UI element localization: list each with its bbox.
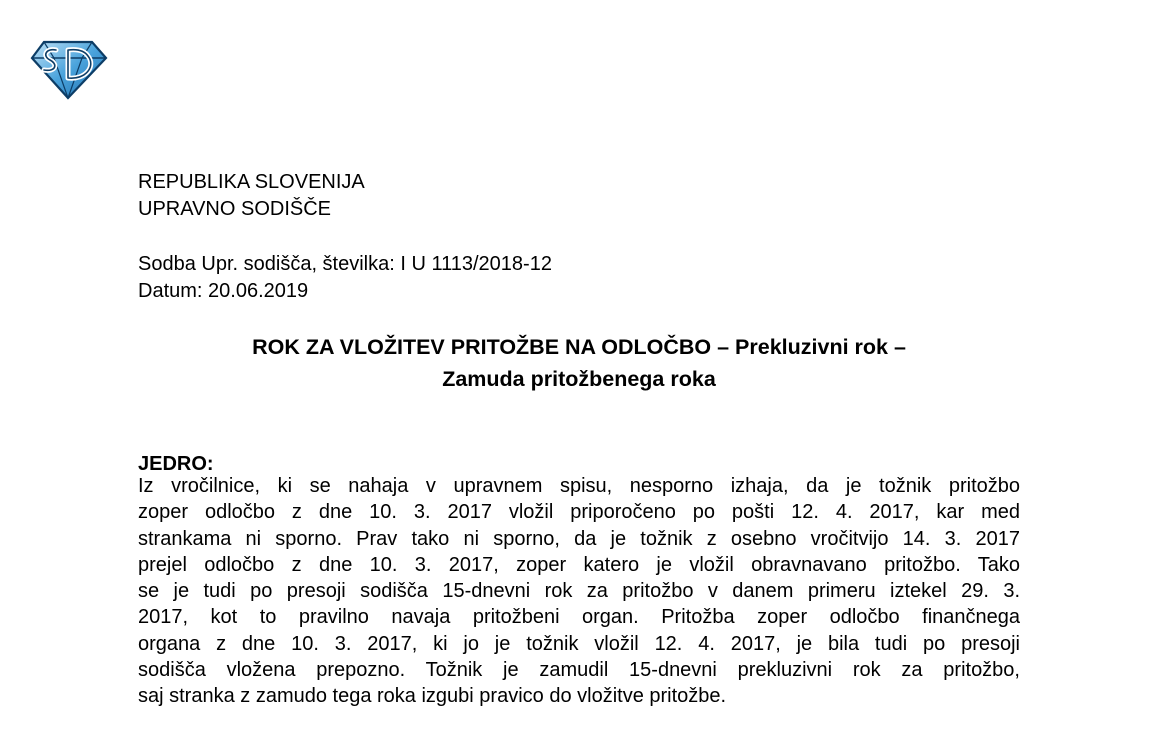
sd-diamond-logo xyxy=(30,38,108,100)
decision-date: Datum: 20.06.2019 xyxy=(138,280,309,302)
court-name: UPRAVNO SODIŠČE xyxy=(138,198,331,220)
jedro-line: saj stranka z zamudo tega roka izgubi pravico do vložitve pritožbe. xyxy=(138,685,727,708)
jedro-line: strankama ni sporno. Prav tako ni sporno, da je tožnik z osebno vročitvijo 14. 3. 2017 xyxy=(138,527,1020,550)
jedro-heading: JEDRO: xyxy=(138,453,214,475)
jedro-line: zoper odločbo z dne 10. 3. 2017 vložil priporočeno po pošti 12. 4. 2017, kar med xyxy=(138,501,1020,524)
jedro-line: se je tudi po presoji sodišča 15-dnevni rok za pritožbo v danem primeru iztekel 29. 3. xyxy=(138,580,1020,603)
jedro-line: prejel odločbo z dne 10. 3. 2017, zoper katero je vložil obravnavano pritožbo. Tako xyxy=(138,553,1020,576)
republic-name: REPUBLIKA SLOVENIJA xyxy=(138,171,365,193)
sd-logo-icon xyxy=(30,38,108,100)
title-line-2: Zamuda pritožbenega roka xyxy=(442,367,716,391)
jedro-paragraph xyxy=(138,473,1020,710)
title-line-1: ROK ZA VLOŽITEV PRITOŽBE NA ODLOČBO – Prekluzivni rok – xyxy=(252,335,906,359)
jedro-line: Iz vročilnice, ki se nahaja v upravnem spisu, nesporno izhaja, da je tožnik pritožbo xyxy=(138,475,1020,497)
case-meta xyxy=(138,251,552,305)
document-title xyxy=(138,331,1020,395)
case-number: Sodba Upr. sodišča, številka: I U 1113/2018-12 xyxy=(138,253,552,275)
jedro-line: sodišča vložena prepozno. Tožnik je zamudil 15-dnevni prekluzivni rok za pritožbo, xyxy=(138,659,1020,682)
court-header xyxy=(138,169,365,223)
jedro-line: 2017, kot to pravilno navaja pritožbeni organ. Pritožba zoper odločbo finančnega xyxy=(138,606,1020,629)
jedro-line: organa z dne 10. 3. 2017, ki jo je tožnik vložil 12. 4. 2017, je bila tudi po presoji xyxy=(138,632,1020,655)
